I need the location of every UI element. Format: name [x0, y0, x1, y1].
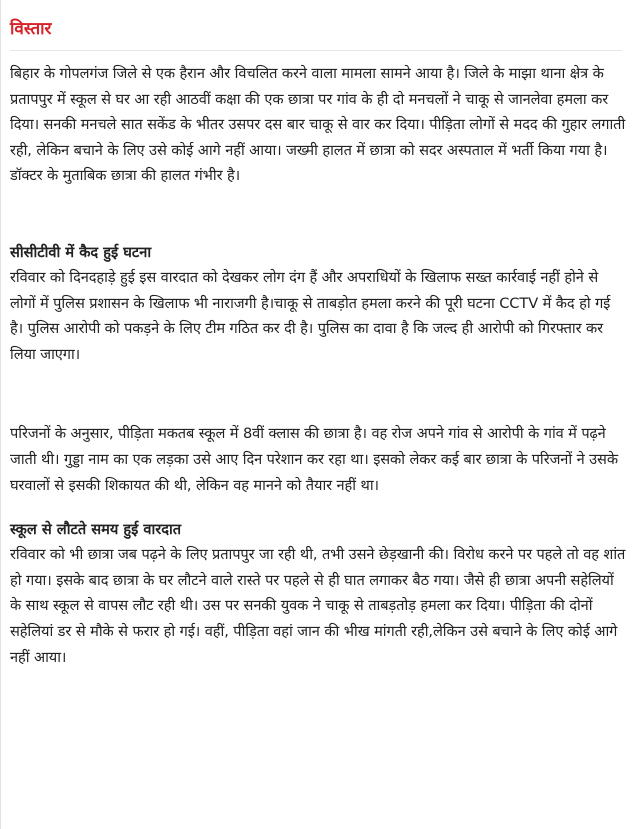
- title-divider: [10, 50, 622, 51]
- paragraph-school: रविवार को भी छात्रा जब पढ़ने के लिए प्रतापपुर जा रही थी, तभी उसने छेड़खानी की। विरोध करने पर पहले तो वह शांत हो गया। इसके बाद छात्रा के घर लौटने वाले रास्ते पर पहले से ही घात लगाकर बैठ गया। जैसे ही छात्रा अपनी सहेलियों के साथ स्कूल से वापस लौट रही थी। उस पर सनकी युवक ने चाकू से ताबड़तोड़ हमला कर दिया। पीड़िता की दोनों सहेलियां डर से मौके से फरार हो गई। वहीं, पीड़िता वहां जान की भीख मांगती रही,लेकिन उसे बचाने के लिए कोई आगे नहीं आया।: [10, 546, 626, 666]
- subheading-cctv: सीसीटीवी में कैद हुई घटना: [10, 243, 152, 261]
- section-title: विस्तार: [10, 19, 52, 39]
- paragraph-family: परिजनों के अनुसार, पीड़िता मकतब स्कूल में 8वीं क्लास की छात्रा है। वह रोज अपने गांव से आरोपी के गांव में पढ़ने जाती थी। गुड्डा नाम का एक लड़का उसे आए दिन परेशान कर रहा था। इसको लेकर कई बार छात्रा के परिजनों ने उसके घरवालों से इसकी शिकायत की थी, लेकिन वह मानने को तैयार नहीं था।: [10, 425, 618, 494]
- paragraph-intro: बिहार के गोपलगंज जिले से एक हैरान और विचलित करने वाला मामला सामने आया है। जिले के माझा थाना क्षेत्र के प्रतापपुर में स्कूल से घर आ रही आठवीं कक्षा की एक छात्रा पर गांव के ही दो मनचलों ने चाकू से जानलेवा हमला कर दिया। सनकी मनचले सात सकेंड के भीतर उसपर दस बार चाकू से वार कर दिया। पीड़िता लोगों से मदद की गुहार लगाती रही, लेकिन बचाने के लिए उसे कोई आगे नहीं आया। जख्मी हालत में छात्रा को सदर अस्पताल में भर्ती किया गया है। डॉक्टर के मुताबिक छात्रा की हालत गंभीर है।: [10, 65, 626, 185]
- paragraph-cctv: रविवार को दिनदहाड़े हुई इस वारदात को देखकर लोग दंग हैं और अपराधियों के खिलाफ सख्त कार्रवाई नहीं होने से लोगों में पुलिस प्रशासन के खिलाफ भी नाराजगी है।चाकू से ताबड़ोत हमला करने की पूरी घटना CCTV में कैद हो गई है। पुलिस आरोपी को पकड़ने के लिए टीम गठित कर दी है। पुलिस का दावा है कि जल्द ही आरोपी को गिरफ्तार कर लिया जाएगा।: [10, 268, 611, 363]
- subheading-school: स्कूल से लौटते समय हुई वारदात: [10, 521, 182, 539]
